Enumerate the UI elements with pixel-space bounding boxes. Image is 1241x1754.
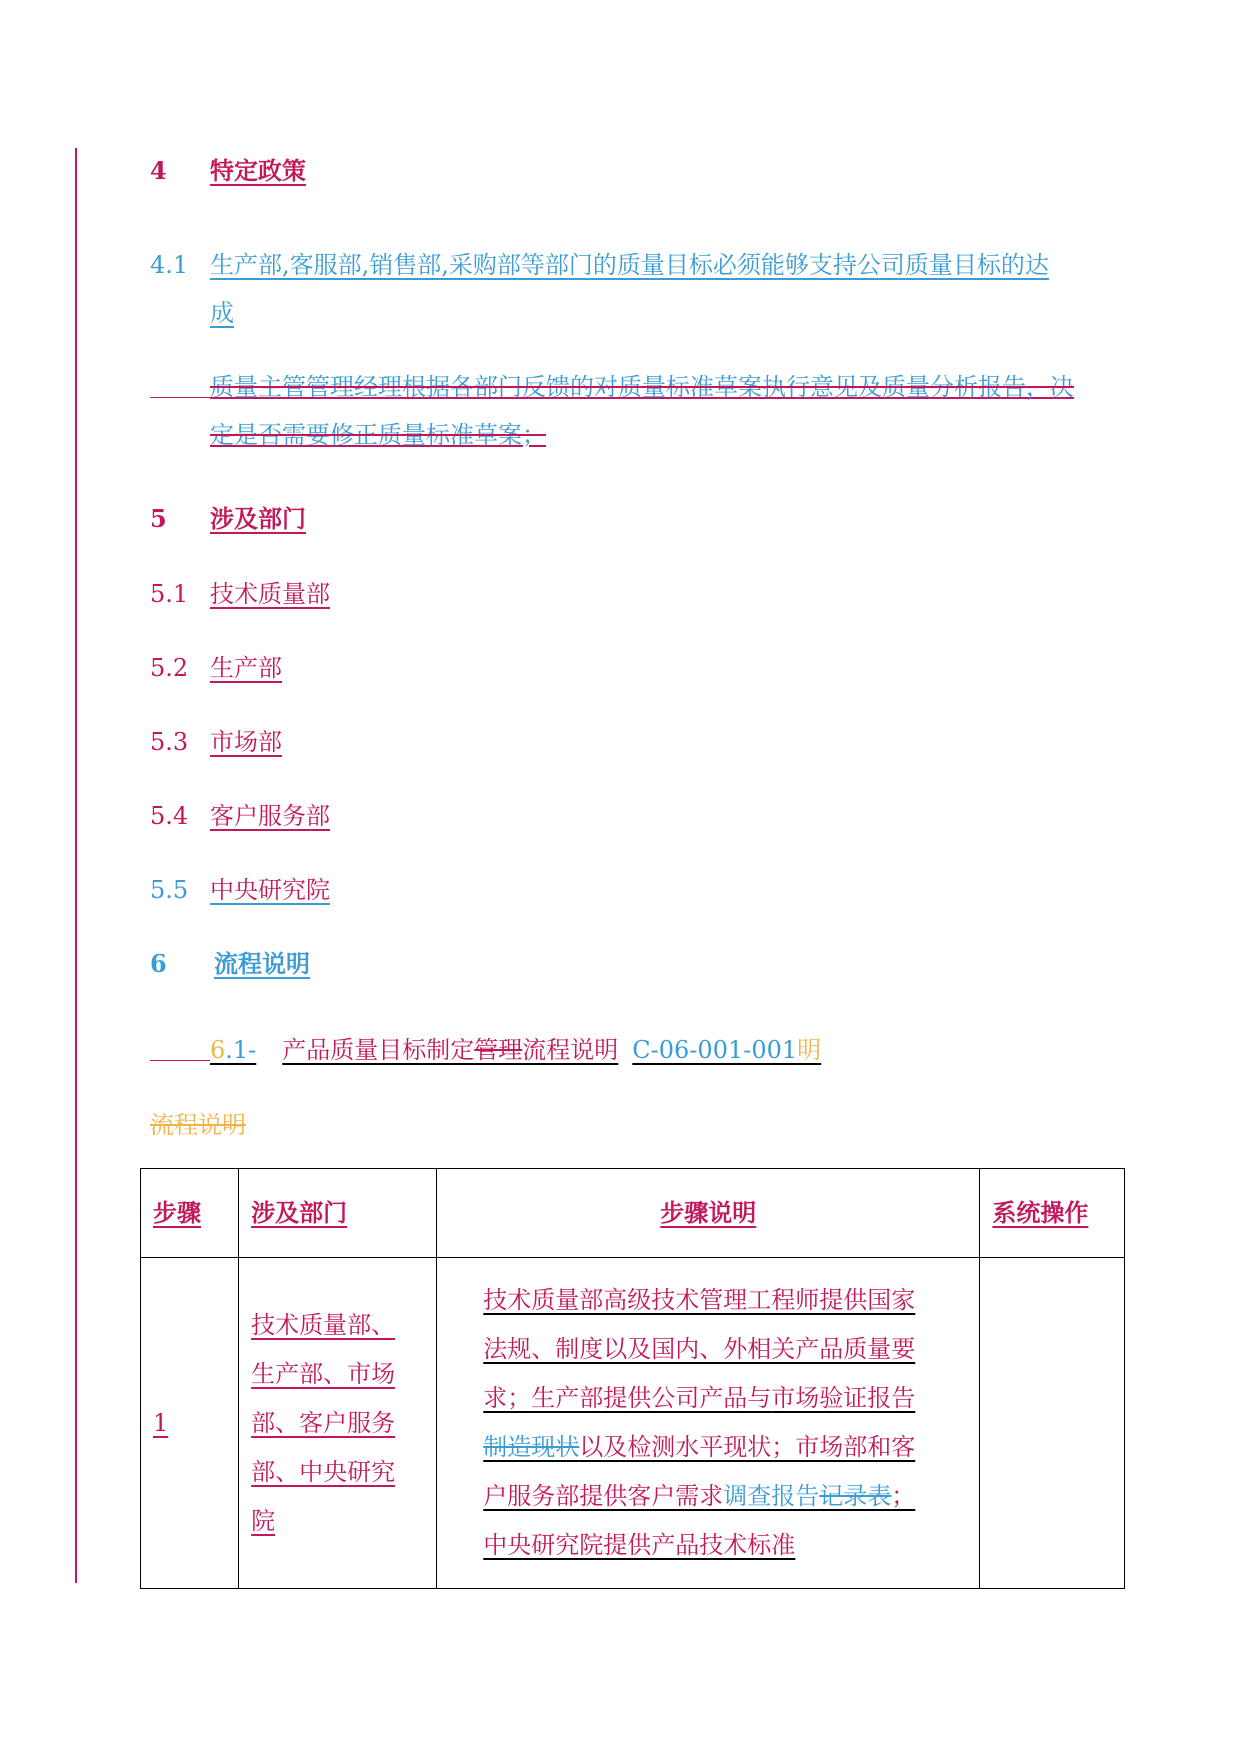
header-cell — [239, 1169, 437, 1258]
item-label: 市场部 — [210, 728, 282, 756]
number-part: .1- — [225, 1036, 257, 1064]
item-label: 技术质量部 — [210, 580, 330, 608]
list-item — [150, 873, 330, 907]
item-label: 中央研究院 — [210, 876, 330, 904]
item-label: 客户服务部 — [210, 802, 330, 830]
step-number: 1 — [153, 1408, 169, 1437]
inserted-text: 调查报告 — [723, 1482, 820, 1510]
document-code: C-06-001-001 — [632, 1036, 798, 1064]
deleted-heading: 流程说明 — [150, 1111, 246, 1139]
list-item — [150, 725, 282, 759]
leading-rule — [150, 397, 210, 398]
leading-rule — [150, 1060, 210, 1061]
deleted-text: 记录表 — [819, 1482, 892, 1510]
desc-text: 技术质量部高级技术管理工程师提供国家法规、制度以及国内、外相关产品质量要求；生产部提供公司产品与 — [483, 1286, 916, 1412]
table-header-row — [141, 1169, 1125, 1258]
dept-cell — [239, 1258, 437, 1589]
deleted-text: 质量主管管理经理根据各部门反馈的对质量标准草案执行意见及质量分析报告，决 — [210, 373, 1074, 401]
item-number: 5.5 — [150, 876, 189, 904]
text-tail: 明 — [797, 1036, 822, 1064]
section-6-heading — [150, 947, 310, 981]
item-4-1-line1 — [150, 248, 1049, 282]
deleted-paragraph-line2: 定是否需要修正质量标准草案； — [210, 421, 546, 449]
section-5-heading — [150, 502, 306, 536]
header-cell — [980, 1169, 1125, 1258]
desc-text: ；中央研究院提供产品技术标准 — [483, 1482, 916, 1559]
text-part: 流程说明 — [522, 1036, 619, 1064]
deleted-text: 制造现状 — [483, 1433, 580, 1461]
section-number: 6 — [150, 949, 167, 978]
item-number: 5.2 — [150, 654, 189, 682]
deleted-text: 管理 — [474, 1036, 523, 1064]
item-number: 5.4 — [150, 802, 189, 830]
section-number: 4 — [150, 156, 167, 185]
item-text: 生产部,客服部,销售部,采购部等部门的质量目标必须能够支持公司质量目标的达 — [210, 251, 1049, 279]
item-4-1-line2: 成 — [210, 299, 234, 327]
item-number: 5.3 — [150, 728, 189, 756]
deleted-paragraph-line1 — [150, 370, 1074, 404]
step-cell — [141, 1258, 239, 1589]
item-number: 4.1 — [150, 251, 189, 279]
list-item — [150, 651, 282, 685]
step-description — [483, 1276, 933, 1570]
section-title: 流程说明 — [214, 949, 310, 978]
subsection-6-1 — [150, 1033, 821, 1067]
list-item — [150, 799, 330, 833]
section-4-heading — [150, 154, 306, 188]
section-number: 5 — [150, 504, 167, 533]
header-cell — [141, 1169, 239, 1258]
header-label: 系统操作 — [992, 1198, 1089, 1227]
desc-cell — [437, 1258, 980, 1589]
header-label: 涉及部门 — [251, 1198, 348, 1227]
system-cell — [980, 1258, 1125, 1589]
section-title: 特定政策 — [210, 156, 306, 185]
item-number: 5.1 — [150, 580, 189, 608]
header-cell — [437, 1169, 980, 1258]
inserted-text: 市场验证报告 — [771, 1384, 916, 1412]
list-item — [150, 577, 330, 611]
table-row — [141, 1258, 1125, 1589]
desc-text: 以及检测水平现状；市场部和客户服务部提供客户需求 — [483, 1433, 916, 1510]
process-table — [140, 1168, 1125, 1589]
change-bar — [75, 148, 77, 1583]
number-part: 6 — [210, 1036, 226, 1064]
item-label: 生产部 — [210, 654, 282, 682]
text-part: 产品质量目标制定 — [282, 1036, 475, 1064]
dept-text: 技术质量部、生产部、市场部、客户服务部、中央研究院 — [251, 1310, 396, 1535]
section-title: 涉及部门 — [210, 504, 306, 533]
header-label: 步骤 — [153, 1198, 201, 1227]
header-label: 步骤说明 — [660, 1198, 757, 1227]
